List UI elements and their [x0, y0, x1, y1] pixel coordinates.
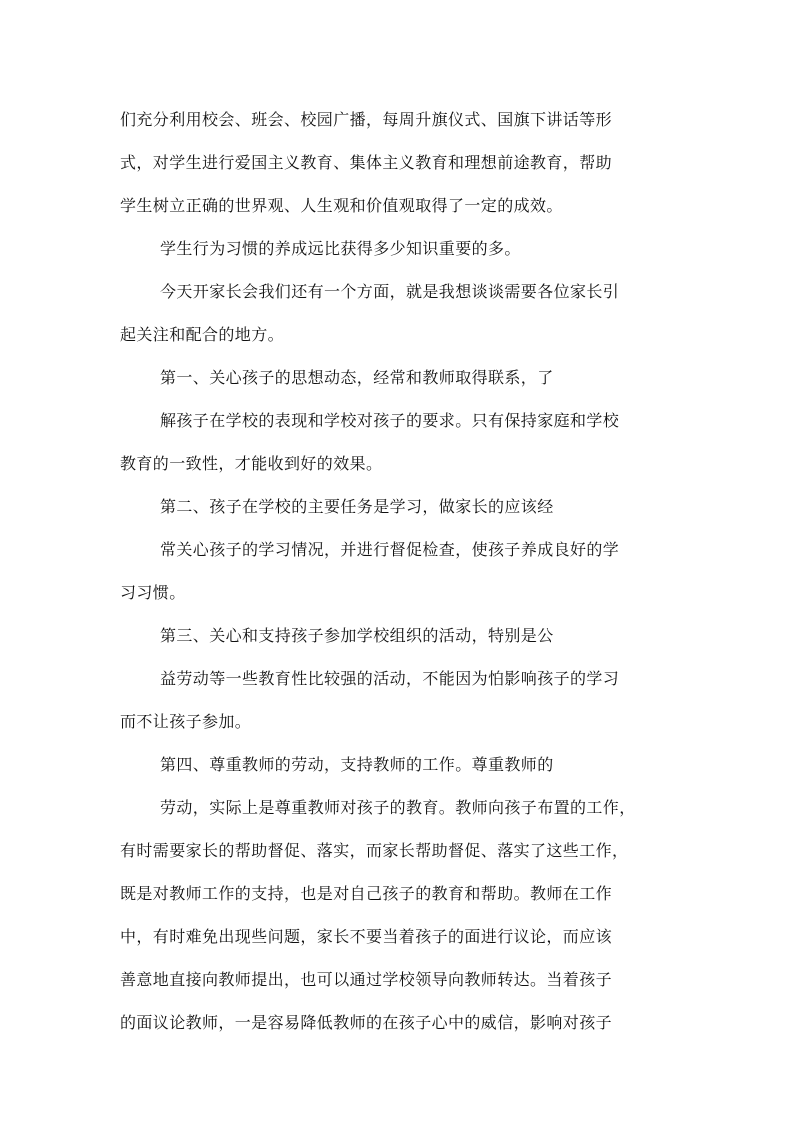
paragraph-line: 今天开家长会我们还有一个方面，就是我想谈谈需要各位家长引 — [160, 282, 620, 301]
paragraph-line: 第一、关心孩子的思想动态，经常和教师取得联系，了 — [160, 368, 554, 387]
paragraph-line: 解孩子在学校的表现和学校对孩子的要求。只有保持家庭和学校 — [160, 411, 620, 430]
paragraph-line: 习习惯。 — [120, 583, 186, 602]
paragraph-line: 第二、孩子在学校的主要任务是学习，做家长的应该经 — [160, 497, 554, 516]
paragraph-line: 劳动，实际上是尊重教师对孩子的教育。教师向孩子布置的工作， — [160, 798, 636, 817]
paragraph-line: 学生树立正确的世界观、人生观和价值观取得了一定的成效。 — [120, 196, 563, 215]
paragraph-line: 起关注和配合的地方。 — [120, 325, 285, 344]
paragraph-line: 既是对教师工作的支持，也是对自己孩子的教育和帮助。教师在工作 — [120, 884, 613, 903]
paragraph-line: 益劳动等一些教育性比较强的活动，不能因为怕影响孩子的学习 — [160, 669, 620, 688]
paragraph-line: 第三、关心和支持孩子参加学校组织的活动，特别是公 — [160, 626, 554, 645]
paragraph-line: 学生行为习惯的养成远比获得多少知识重要的多。 — [160, 239, 521, 258]
paragraph-line: 善意地直接向教师提出，也可以通过学校领导向教师转达。当着孩子 — [120, 970, 613, 989]
paragraph-line: 常关心孩子的学习情况，并进行督促检查，使孩子养成良好的学 — [160, 540, 620, 559]
paragraph-line: 教育的一致性，才能收到好的效果。 — [120, 454, 383, 473]
paragraph-line: 而不让孩子参加。 — [120, 712, 252, 731]
paragraph-line: 第四、尊重教师的劳动，支持教师的工作。尊重教师的 — [160, 755, 554, 774]
paragraph-line: 们充分利用校会、班会、校园广播，每周升旗仪式、国旗下讲话等形 — [120, 110, 613, 129]
paragraph-line: 中，有时难免出现些问题，家长不要当着孩子的面进行议论，而应该 — [120, 927, 613, 946]
paragraph-line: 式，对学生进行爱国主义教育、集体主义教育和理想前途教育，帮助 — [120, 153, 613, 172]
paragraph-line: 的面议论教师，一是容易降低教师的在孩子心中的威信，影响对孩子 — [120, 1013, 613, 1032]
paragraph-line: 有时需要家长的帮助督促、落实，而家长帮助督促、落实了这些工作， — [120, 841, 629, 860]
